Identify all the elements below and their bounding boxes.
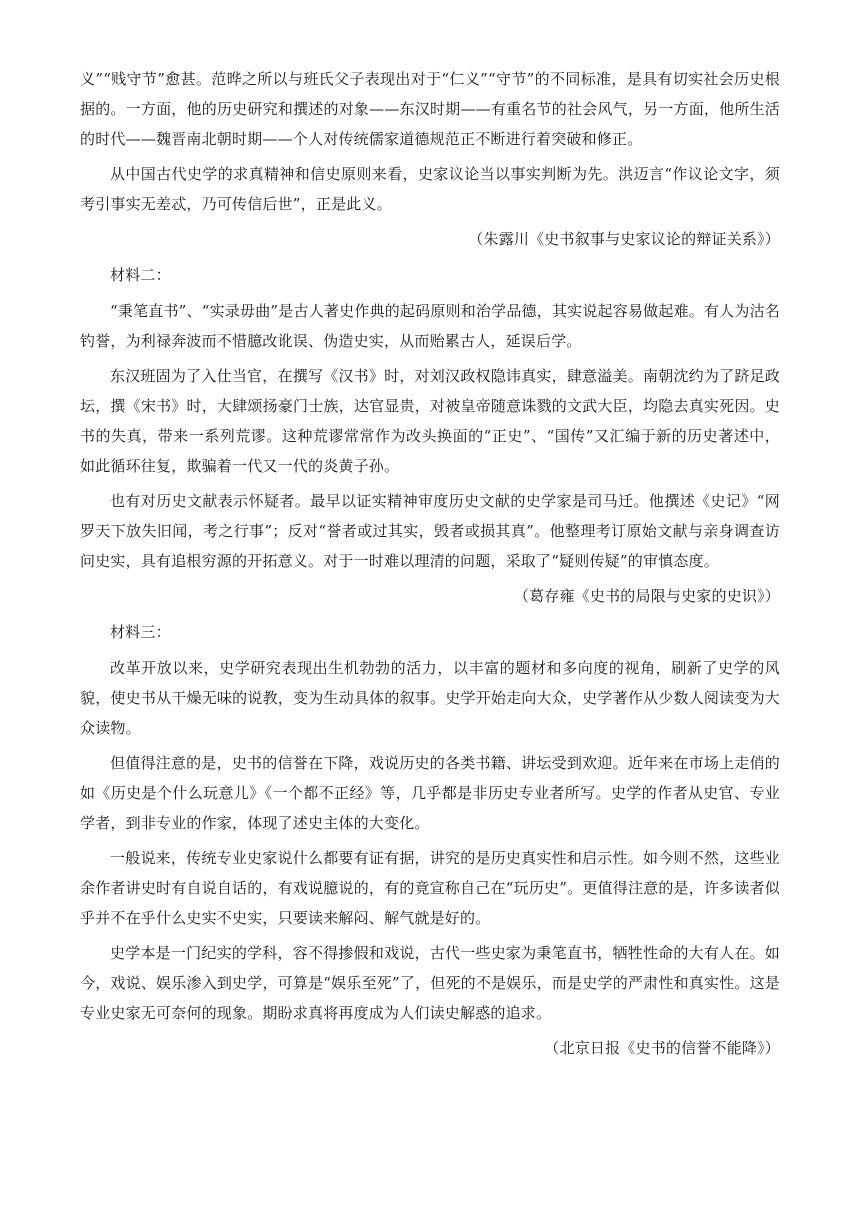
section-heading: 材料二：	[110, 266, 171, 284]
paragraph: 一般说来，传统专业史家说什么都要有证有据，讲究的是历史真实性和启示性。如今则不然，这些业余作者讲史时有自说自话的，有戏说臆说的，有的竟宣称自己在“玩历史”。更值得注意的是，许多读者似乎并不在乎什么史实不史实，只要读来解闷、解气就是好的。	[80, 849, 780, 927]
document-body	[80, 64, 780, 1069]
paragraph: “秉笔直书”、“实录毋曲”是古人著史作典的起码原则和治学品德，其实说起容易做起难。有人为沽名钓誉，为利禄奔波而不惜臆改讹误、伪造史实，从而贻累古人，延误后学。	[80, 302, 780, 350]
paragraph: 东汉班固为了入仕当官，在撰写《汉书》时，对刘汉政权隐讳真实，肆意溢美。南朝沈约为了跻足政坛，撰《宋书》时，大肆颂扬豪门士族，达官显贵，对被皇帝随意诛戮的文武大臣，均隐去真实死因。史书的失真，带来一系列荒谬。这种荒谬常常作为改头换面的“正史”、“国传”又汇编于新的历史著述中，如此循环往复，欺骗着一代又一代的炎黄子孙。	[80, 367, 780, 475]
paragraph: 也有对历史文献表示怀疑者。最早以证实精神审度历史文献的史学家是司马迁。他撰述《史记》“网罗天下放失旧闻，考之行事”；反对“誉者或过其实，毁者或损其真”。他整理考订原始文献与亲身调查访问史实，具有追根穷源的开拓意义。对于一时难以理清的问题，采取了“疑则传疑”的审慎态度。	[80, 492, 780, 570]
source-citation: （北京日报《史书的信誉不能降》）	[544, 1039, 780, 1057]
paragraph-continuation: 义”“贱守节”愈甚。范晔之所以与班氏父子表现出对于“仁义”“守节”的不同标准，是具有切实社会历史根据的。一方面，他的历史研究和撰述的对象——东汉时期——有重名节的社会风气，另一方面，他所生活的时代——魏晋南北朝时期——个人对传统儒家道德规范正不断进行着突破和修正。	[80, 70, 780, 148]
source-citation: （朱露川《史书叙事与史家议论的辩证关系》）	[468, 230, 780, 248]
section-heading: 材料三：	[110, 623, 171, 641]
paragraph: 史学本是一门纪实的学科，容不得掺假和戏说，古代一些史家为秉笔直书，牺牲性命的大有人在。如今，戏说、娱乐渗入到史学，可算是“娱乐至死”了，但死的不是娱乐，而是史学的严肃性和真实性。这是专业史家无可奈何的现象。期盼求真将再度成为人们读史解惑的追求。	[80, 944, 780, 1022]
source-citation: （葛存雍《史书的局限与史家的史识》）	[513, 587, 780, 605]
paragraph: 从中国古代史学的求真精神和信史原则来看，史家议论当以事实判断为先。洪迈言“作议论文字，须考引事实无差忒，乃可传信后世”，正是此义。	[80, 165, 780, 213]
paragraph: 改革开放以来，史学研究表现出生机勃勃的活力，以丰富的题材和多向度的视角，刷新了史学的风貌，使史书从干燥无味的说教，变为生动具体的叙事。史学开始走向大众，史学著作从少数人阅读变为大众读物。	[80, 659, 780, 737]
paragraph: 但值得注意的是，史书的信誉在下降，戏说历史的各类书籍、讲坛受到欢迎。近年来在市场上走俏的如《历史是个什么玩意儿》《一个都不正经》等，几乎都是非历史专业者所写。史学的作者从史官、专业学者，到非专业的作家，体现了述史主体的大变化。	[80, 754, 780, 832]
